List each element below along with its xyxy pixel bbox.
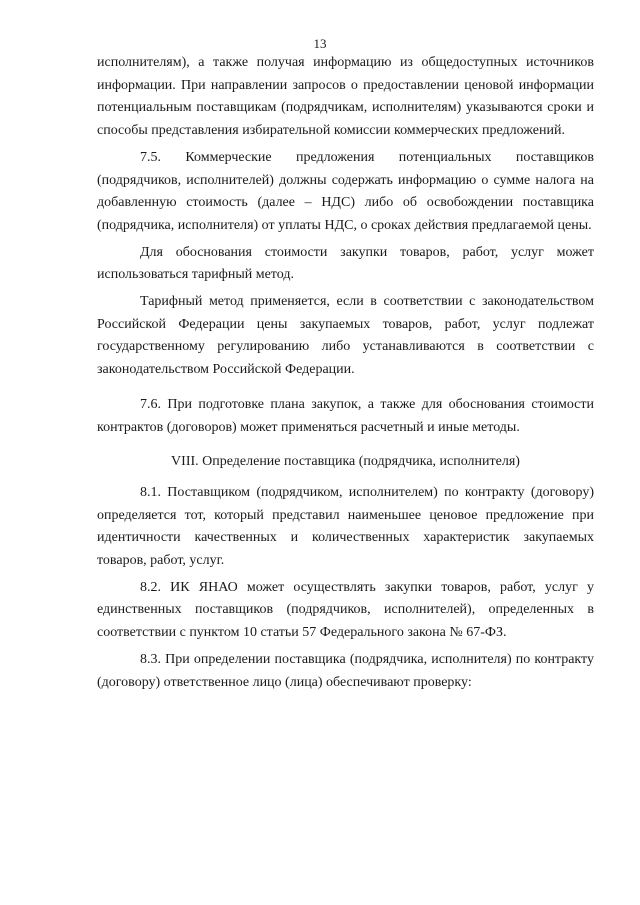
paragraph-tariff-method: Тарифный метод применяется, если в соответствии с законодательством Российской Федерации цены закупаемых товаров, работ, услуг подлежат государственному регулированию либо устанавливаются в соответствии с законодательством Российской Федерации. [97, 294, 594, 378]
paragraph-8-3: 8.3. При определении поставщика (подрядчика, исполнителя) по контракту (договору) ответственное лицо (лица) обеспечивают проверку: [97, 651, 594, 690]
paragraph-8-2: 8.2. ИК ЯНАО может осуществлять закупки товаров, работ, услуг у единственных поставщиков (подрядчиков, исполнителей), определенных в соответствии с пунктом 10 статьи 57 Федерального закона № 67-ФЗ. [97, 579, 594, 641]
section-heading-viii: VIII. Определение поставщика (подрядчика, исполнителя) [171, 454, 520, 470]
paragraph-7-5: 7.5. Коммерческие предложения потенциальных поставщиков (подрядчиков, исполнителей) должны содержать информацию о сумме налога на добавленную стоимость (далее – НДС) либо об освобождении поставщика (подрядчика, исполнителя) от уплаты НДС, о сроках действия предлагаемой цены. [97, 149, 594, 233]
page-number: 13 [313, 36, 327, 51]
paragraph-tariff-method-intro: Для обоснования стоимости закупки товаров, работ, услуг может использоваться тарифный метод. [97, 244, 594, 283]
paragraph-7-6: 7.6. При подготовке плана закупок, а также для обоснования стоимости контрактов (договоров) может применяться расчетный и иные методы. [97, 396, 594, 435]
paragraph-sources: исполнителям), а также получая информацию из общедоступных источников информации. При направлении запросов о предоставлении ценовой информации потенциальным поставщикам (подрядчикам, исполнителям) указываются сроки и способы представления избирательной комиссии коммерческих предложений. [97, 55, 594, 139]
document-body [97, 52, 594, 694]
paragraph-8-1: 8.1. Поставщиком (подрядчиком, исполнителем) по контракту (договору) определяется тот, который представил наименьшее ценовое предложение при идентичности качественных и количественных характеристик закупаемых товаров, работ, услуг. [97, 484, 594, 569]
